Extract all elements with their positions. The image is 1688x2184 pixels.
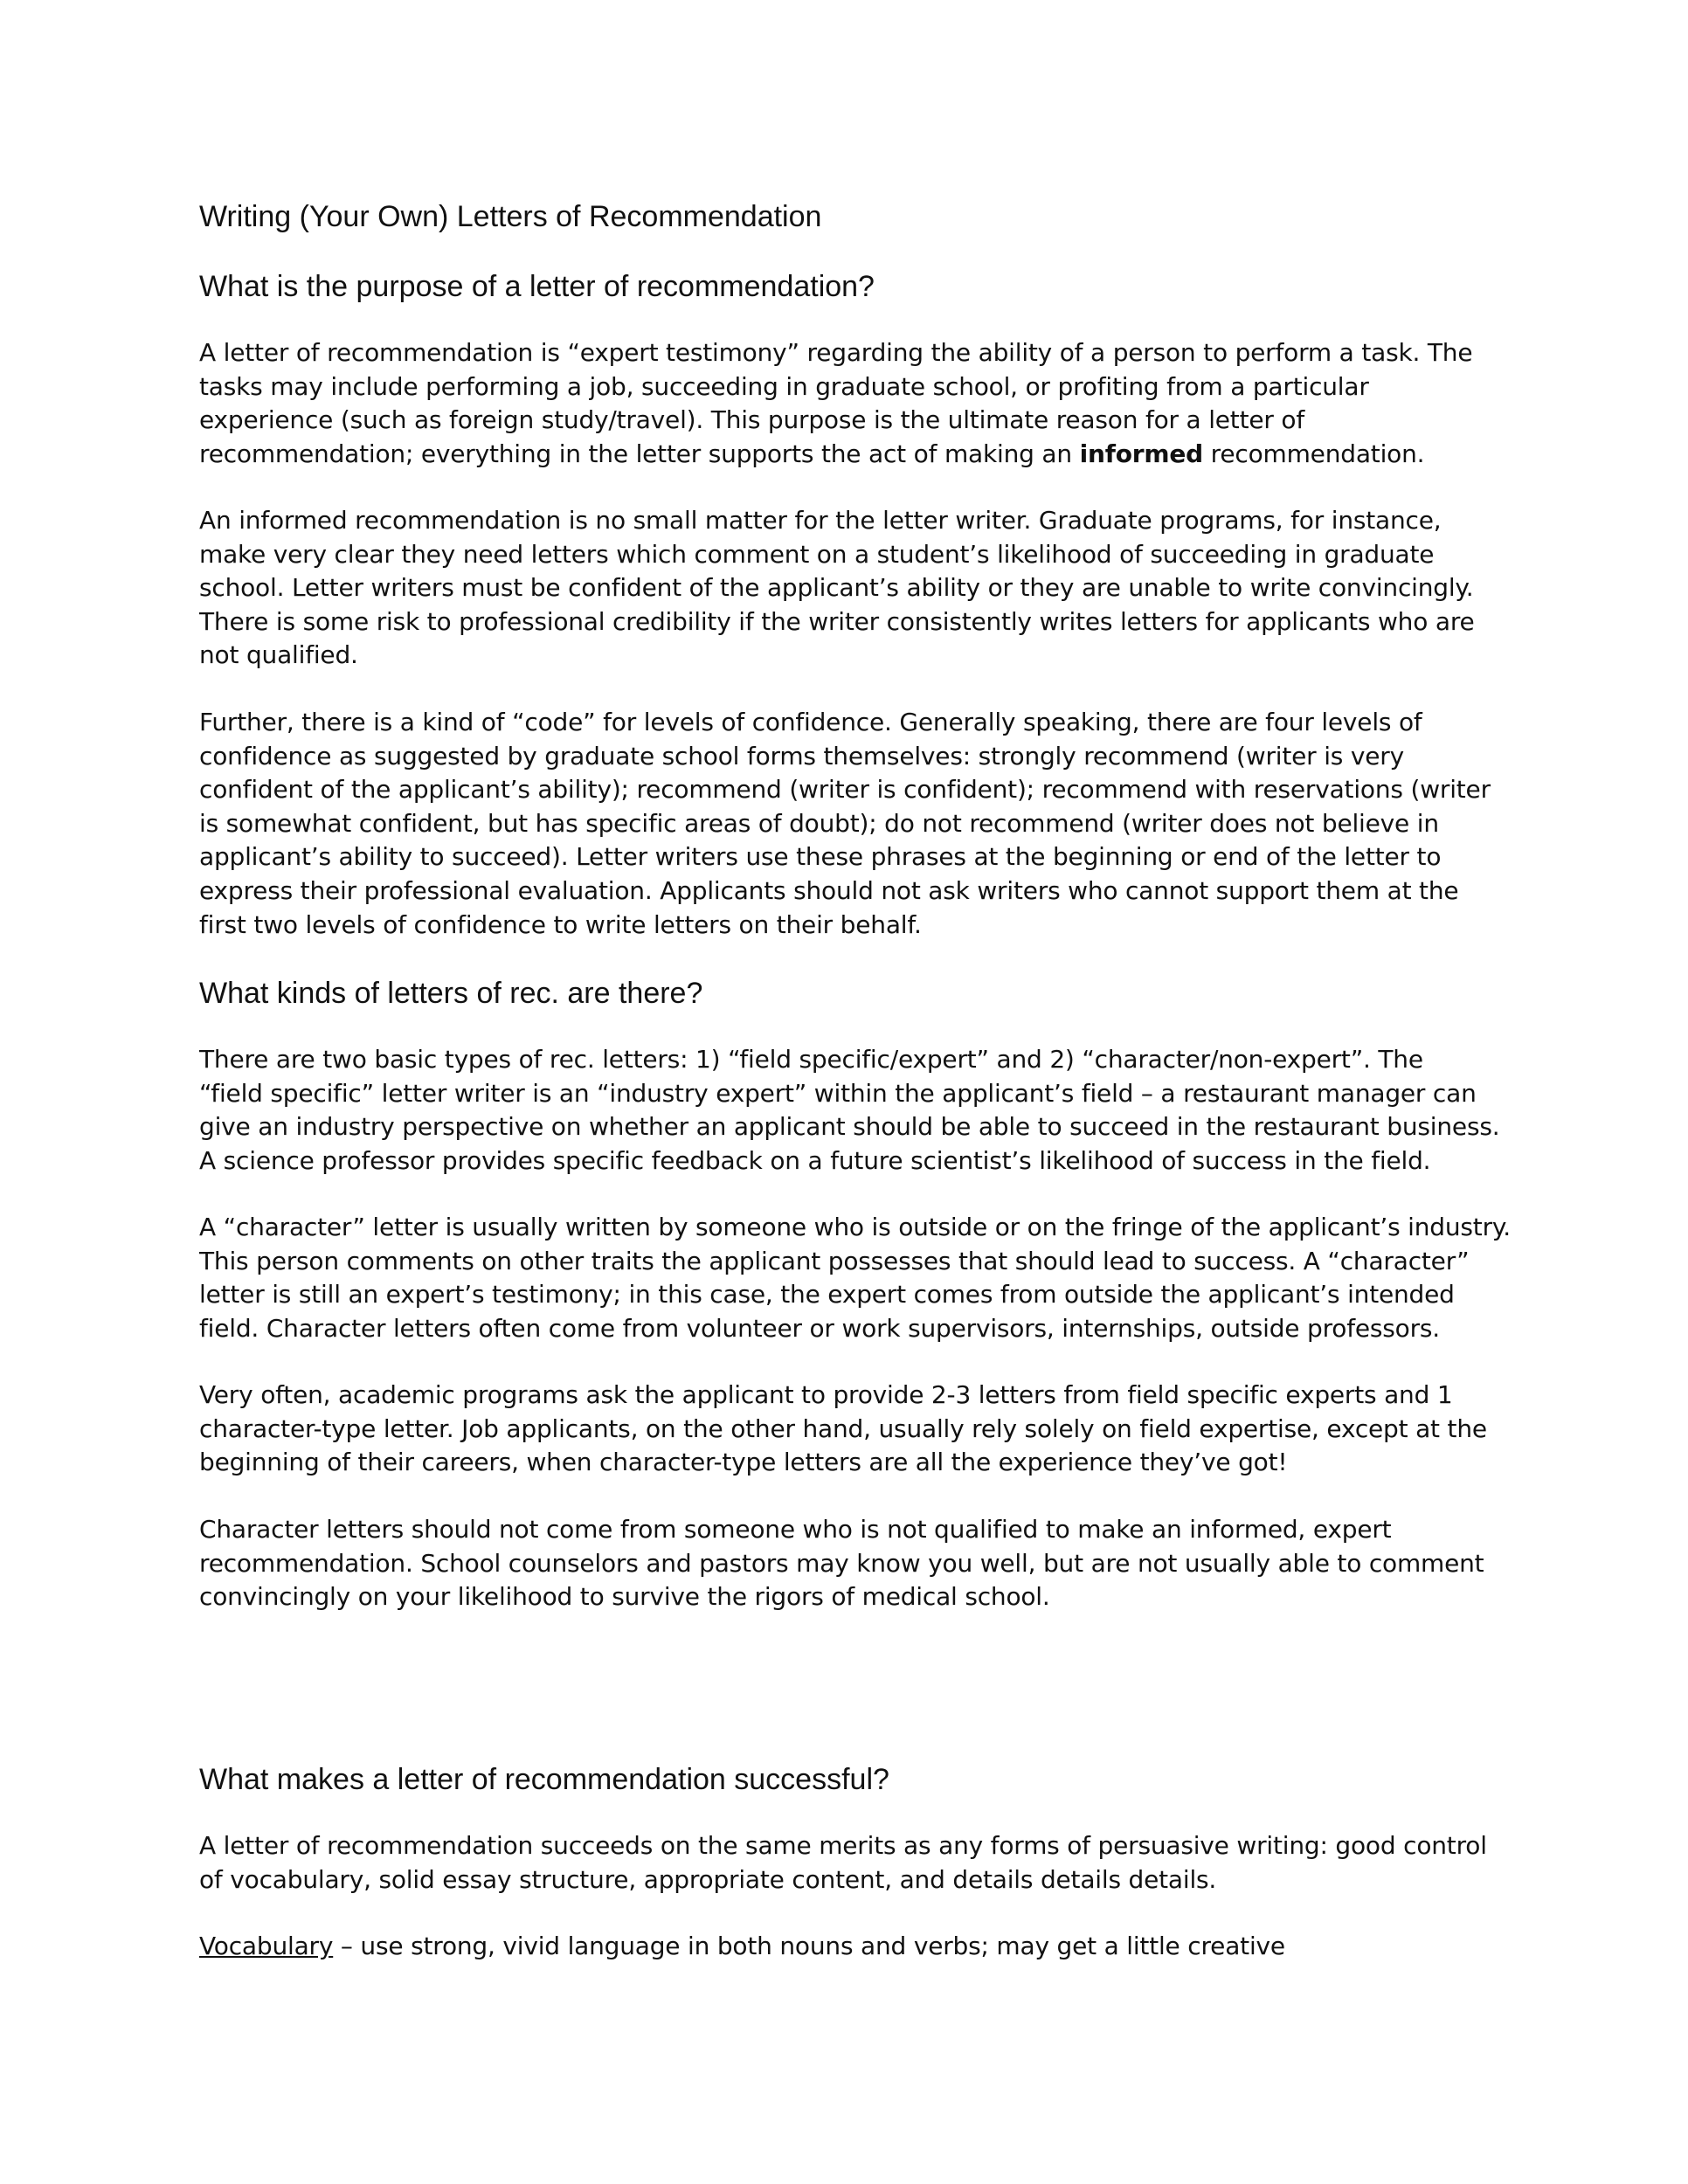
document-title: Writing (Your Own) Letters of Recommendation — [199, 200, 822, 233]
text-line: recommendation. School counselors and pastors may know you well, but are not usually able to comment — [199, 1548, 1484, 1578]
text-segment: – use strong, vivid language in both nouns and verbs; may get a little creative — [333, 1932, 1285, 1960]
text-line: experience (such as foreign study/travel). This purpose is the ultimate reason for a letter of — [199, 405, 1304, 435]
text-line: tasks may include performing a job, succeeding in graduate school, or profiting from a particular — [199, 371, 1369, 401]
text-line: There are two basic types of rec. letters: 1) “field specific/expert” and 2) “character/non-expert”. The — [199, 1045, 1423, 1074]
paragraph-academic-programs — [199, 1379, 1536, 1480]
section-heading-purpose: What is the purpose of a letter of recommendation? — [199, 270, 875, 303]
text-line: convincingly on your likelihood to survive the rigors of medical school. — [199, 1582, 1050, 1612]
text-line: A science professor provides specific feedback on a future scientist’s likelihood of success in the field. — [199, 1145, 1431, 1175]
text-line: A “character” letter is usually written by someone who is outside or on the fringe of the applicant’s industry. — [199, 1213, 1511, 1241]
text-line: applicant’s ability to succeed). Letter writers use these phrases at the beginning or end of the letter to — [199, 842, 1442, 872]
emphasis-informed: informed — [1079, 439, 1203, 468]
text-line: beginning of their careers, when character-type letters are all the experience they’ve got! — [199, 1448, 1288, 1477]
paragraph-vocabulary — [199, 1930, 1536, 1964]
text-line: “field specific” letter writer is an “industry expert” within the applicant’s field – a restaurant manager can — [199, 1078, 1477, 1108]
paragraph-informed-recommendation — [199, 504, 1536, 673]
text-line: character-type letter. Job applicants, on the other hand, usually rely solely on field expertise, except at the — [199, 1413, 1487, 1443]
paragraph-letter-types — [199, 1043, 1536, 1178]
text-line: This person comments on other traits the applicant possesses that should lead to success. A “character” — [199, 1246, 1470, 1275]
paragraph-confidence-code — [199, 706, 1536, 942]
text-line: Further, there is a kind of “code” for levels of confidence. Generally speaking, there are four levels of — [199, 708, 1422, 736]
text-line: confident of the applicant’s ability); recommend (writer is confident); recommend with reservations (writer — [199, 775, 1491, 805]
paragraph-success-merits — [199, 1829, 1536, 1897]
section-heading-kinds: What kinds of letters of rec. are there? — [199, 977, 703, 1010]
text-line — [199, 438, 1536, 472]
paragraph-character-letter — [199, 1211, 1536, 1345]
text-line: not qualified. — [199, 640, 358, 670]
text-line: Character letters should not come from someone who is not qualified to make an informed, expert — [199, 1515, 1392, 1544]
text-line: There is some risk to professional credibility if the writer consistently writes letters for applicants who are — [199, 606, 1475, 636]
text-line: letter is still an expert’s testimony; in this case, the expert comes from outside the applicant’s intended — [199, 1280, 1455, 1310]
text-line: of vocabulary, solid essay structure, appropriate content, and details details details. — [199, 1864, 1217, 1894]
text-line: field. Character letters often come from volunteer or work supervisors, internships, outside professors. — [199, 1313, 1440, 1343]
paragraph-character-qualifications — [199, 1513, 1536, 1614]
text-line: confidence as suggested by graduate school forms themselves: strongly recommend (writer is very — [199, 741, 1404, 771]
text-segment: recommendation; everything in the letter supports the act of making an — [199, 439, 1080, 468]
paragraph-purpose — [199, 336, 1536, 471]
text-line: first two levels of confidence to write letters on their behalf. — [199, 909, 922, 939]
term-vocabulary: Vocabulary — [199, 1932, 334, 1960]
text-line: school. Letter writers must be confident of the applicant’s ability or they are unable to write convincingly. — [199, 573, 1474, 603]
text-line: is somewhat confident, but has specific areas of doubt); do not recommend (writer does not believe in — [199, 808, 1439, 838]
text-line: give an industry perspective on whether an applicant should be able to succeed in the restaurant business. — [199, 1112, 1500, 1142]
text-line: An informed recommendation is no small matter for the letter writer. Graduate programs, for instance, — [199, 506, 1442, 535]
text-line: make very clear they need letters which comment on a student’s likelihood of succeeding in graduate — [199, 539, 1435, 569]
text-line: A letter of recommendation succeeds on the same merits as any forms of persuasive writing: good control — [199, 1831, 1487, 1860]
text-line: A letter of recommendation is “expert testimony” regarding the ability of a person to perform a task. The — [199, 338, 1473, 367]
text-segment: recommendation. — [1202, 439, 1425, 468]
text-line: express their professional evaluation. Applicants should not ask writers who cannot support them at the — [199, 875, 1459, 905]
text-line — [199, 1930, 1536, 1964]
text-line: Very often, academic programs ask the applicant to provide 2-3 letters from field specific experts and 1 — [199, 1380, 1453, 1409]
section-heading-successful: What makes a letter of recommendation successful? — [199, 1763, 889, 1796]
